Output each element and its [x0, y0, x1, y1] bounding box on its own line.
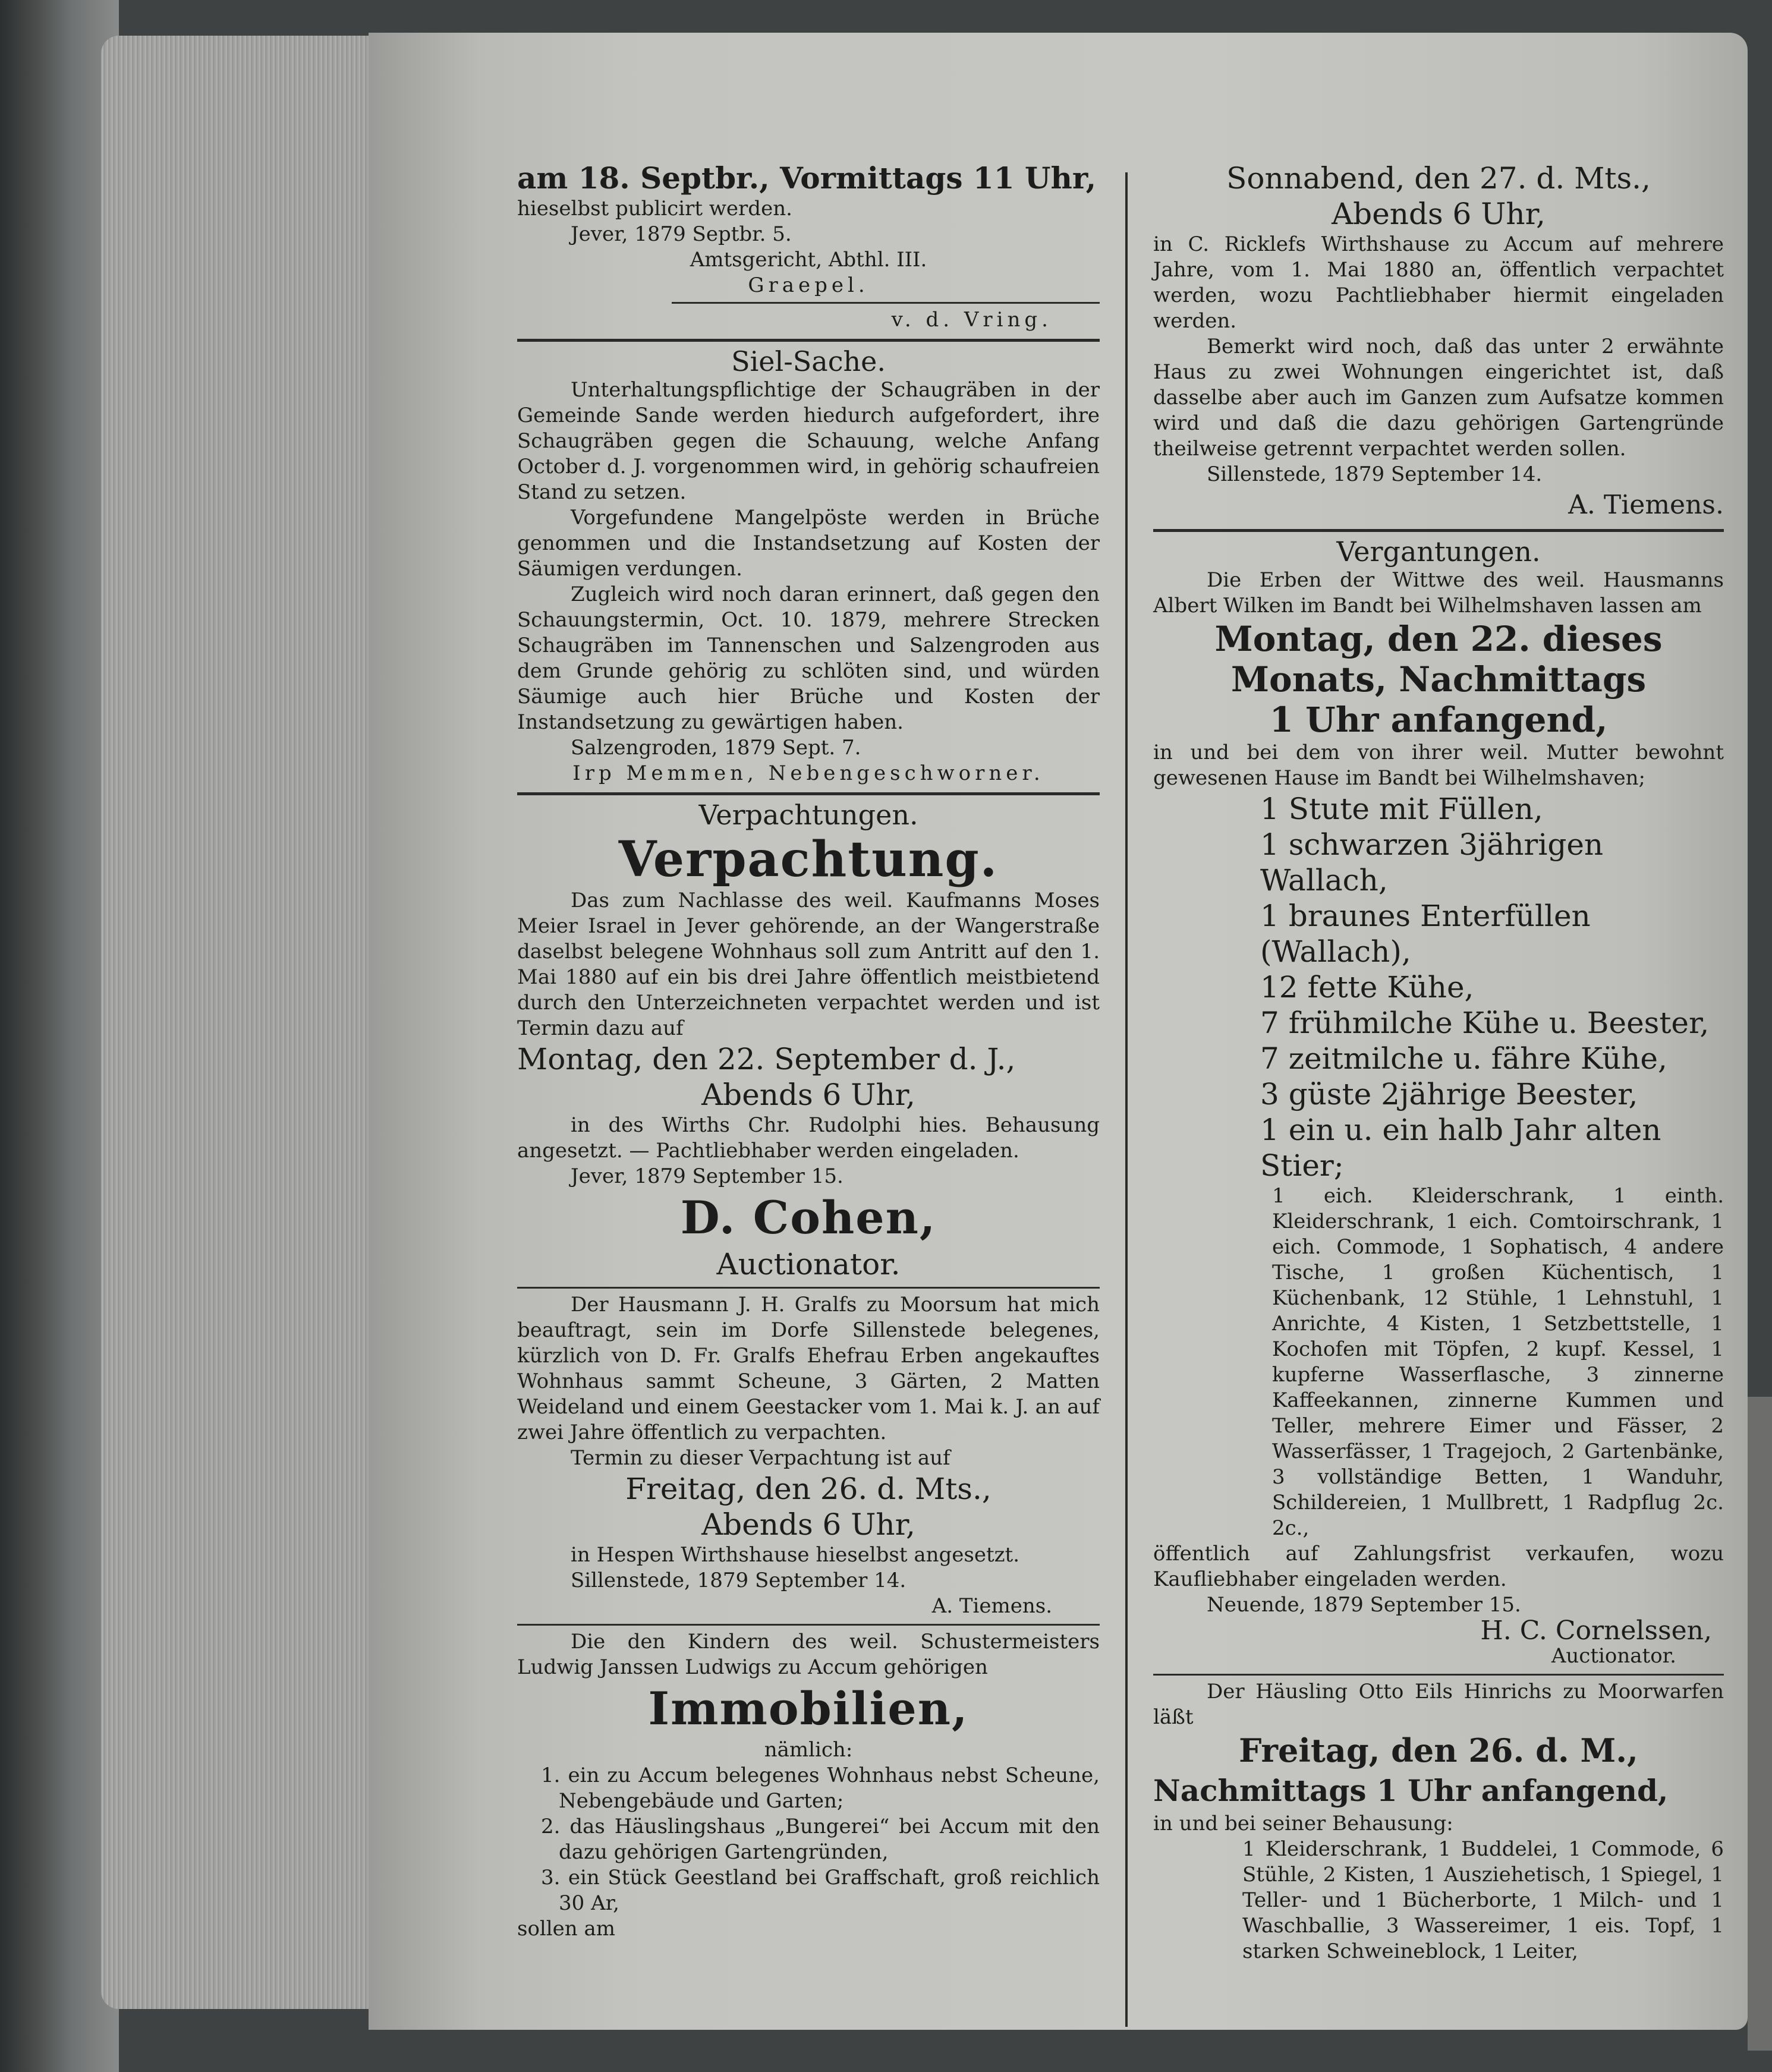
divider: [1153, 529, 1724, 532]
list-item: 2. das Häuslingshaus „Bungerei“ bei Accum mit den dazu gehörigen Gartengründen,: [541, 1815, 1100, 1864]
goods-item: 7 zeitmilche u. fähre Kühe,: [1260, 1041, 1667, 1076]
left-column: [517, 160, 1100, 1942]
text-line: hieselbst publicirt werden.: [517, 197, 792, 221]
notice-time-line: Abends 6 Uhr,: [701, 1078, 915, 1112]
section-heading: Verpachtungen.: [698, 799, 918, 831]
notice-paragraph: in Hespen Wirthshause hieselbst angesetzt.: [571, 1543, 1020, 1567]
page-edges: [101, 36, 380, 2009]
court-name: Amtsgericht, Abthl. III.: [690, 248, 927, 272]
notice-paragraph: Die den Kindern des weil. Schustermeisters Ludwig Janssen Ludwigs zu Accum gehörigen: [517, 1630, 1100, 1679]
goods-item: 1 ein u. ein halb Jahr alten Stier;: [1260, 1113, 1661, 1183]
signatory: v. d. Vring.: [891, 308, 1052, 332]
notice-title: Verpachtung.: [618, 831, 999, 888]
notice-date-line: Sonnabend, den 27. d. Mts.,: [1226, 161, 1651, 196]
goods-item: 12 fette Kühe,: [1260, 970, 1474, 1004]
list-item: 1. ein zu Accum belegenes Wohnhaus nebst Scheune, Nebengebäude und Garten;: [541, 1764, 1100, 1813]
signatory: Irp Memmen, Nebengeschworner.: [572, 761, 1044, 785]
place-date: Jever, 1879 Septbr. 5.: [571, 222, 792, 246]
section-heading: Vergantungen.: [1336, 536, 1541, 568]
divider: [1153, 1674, 1724, 1676]
goods-item: 1 schwarzen 3jährigen Wallach,: [1260, 827, 1604, 898]
goods-list: 1 eich. Kleiderschrank, 1 einth. Kleiderschrank, 1 eich. Comtoirschrank, 1 eich. Commode, 1 Sophatisch, 4 andere Tische, 1 großen Küchentisch, 1 Küchenbank, 12 Stühle, 1 Lehnstuhl, 1 Anrichte, 4 Kisten, 1 Setzbettstelle, 1 Kochofen mit Töpfen, 2 kupf. Kessel, 1 kupferne Wasserflasche, 3 zinnerne Kaffeekannen, zinnerne Kummen und Teller, mehrere Eimer und Fässer, 2 Wasserfässer, 1 Tragejoch, 2 Gartenbänke, 3 vollständige Betten, 1 Wanduhr, Schildereien, 1 Mullbrett, 1 Radpflug 2c. 2c.,: [1272, 1184, 1724, 1540]
divider: [517, 339, 1100, 342]
notice-date-line: Freitag, den 26. d. M.,: [1239, 1731, 1638, 1769]
notice-paragraph: Unterhaltungspflichtige der Schaugräben in der Gemeinde Sande werden hiedurch aufgefordert, ihre Schaugräben gegen die Schauung, welche Anfang October d. J. vorgenommen wird, in gehörig schaufreien Stand zu setzen.: [517, 378, 1100, 504]
notice-paragraph: in und bei seiner Behausung:: [1153, 1812, 1453, 1835]
notice-paragraph: in des Wirths Chr. Rudolphi hies. Behausung angesetzt. — Pachtliebhaber werden eingeladen.: [517, 1113, 1100, 1163]
list-item: 3. ein Stück Geestland bei Graffschaft, groß reichlich 30 Ar,: [541, 1866, 1100, 1915]
notice-paragraph: Die Erben der Wittwe des weil. Hausmanns Albert Wilken im Bandt bei Wilhelmshaven lassen am: [1153, 568, 1724, 618]
notice-paragraph: Vorgefundene Mangelpöste werden in Brüche genommen und die Instandsetzung auf Kosten der Säumigen verdungen.: [517, 506, 1100, 581]
auctioneer-role: Auctionator.: [1551, 1644, 1676, 1668]
place-date: Salzengroden, 1879 Sept. 7.: [571, 736, 861, 760]
notice-title: Siel-Sache.: [731, 345, 886, 377]
auctioneer-name: D. Cohen,: [680, 1191, 937, 1244]
goods-list: 1 Kleiderschrank, 1 Buddelei, 1 Commode, 6 Stühle, 2 Kisten, 1 Ausziehetisch, 1 Spiegel, 1 Teller- und 1 Bücherborte, 1 Milch- und 1 Waschballie, 3 Wassereimer, 1 eis. Topf, 1 starken Schweineblock, 1 Leiter,: [1242, 1837, 1724, 1963]
notice-date-line: Montag, den 22. September d. J.,: [517, 1042, 1016, 1076]
notice-paragraph: Der Häusling Otto Eils Hinrichs zu Moorwarfen läßt: [1153, 1680, 1724, 1729]
notice-date-line: Monats, Nachmittags: [1230, 659, 1647, 700]
place-date: Jever, 1879 September 15.: [571, 1164, 843, 1188]
notice-date-line: Montag, den 22. dieses: [1214, 619, 1663, 659]
notice-time-line: 1 Uhr anfangend,: [1269, 700, 1608, 740]
auctioneer-name: H. C. Cornelssen,: [1480, 1616, 1712, 1646]
auctioneer-role: Auctionator.: [716, 1247, 901, 1281]
notice-paragraph: in C. Ricklefs Wirthshause zu Accum auf mehrere Jahre, vom 1. Mai 1880 an, öffentlich verpachtet werden, wozu Pachtliebhaber hiermit eingeladen werden.: [1153, 232, 1724, 333]
notice-date-line: Freitag, den 26. d. Mts.,: [625, 1472, 992, 1506]
next-page-edge: [1748, 1397, 1772, 2051]
signatory: A. Tiemens.: [1568, 490, 1724, 520]
notice-paragraph: öffentlich auf Zahlungsfrist verkaufen, wozu Kaufliebhaber eingeladen werden.: [1153, 1542, 1724, 1591]
text-line: nämlich:: [764, 1738, 853, 1762]
goods-item: 1 braunes Enterfüllen (Wallach),: [1260, 899, 1591, 969]
notice-paragraph: Das zum Nachlasse des weil. Kaufmanns Moses Meier Israel in Jever gehörende, an der Wangerstraße daselbst belegene Wohnhaus soll zum Antritt auf den 1. Mai 1880 auf ein bis drei Jahre öffentlich meistbietend durch den Unterzeichneten verpachtet werden und ist Termin dazu auf: [517, 889, 1100, 1040]
column-divider: [1125, 172, 1128, 2027]
right-column: [1153, 160, 1724, 1964]
notice-time-line: Nachmittags 1 Uhr anfangend,: [1153, 1773, 1669, 1808]
notice-paragraph: Der Hausmann J. H. Gralfs zu Moorsum hat mich beauftragt, sein im Dorfe Sillenstede belegenes, kürzlich von D. Fr. Gralfs Ehefrau Erben angekauftes Wohnhaus sammt Scheune, 3 Gärten, 2 Matten Weideland und einem Geestacker vom 1. Mai k. J. an auf zwei Jahre öffentlich zu verpachten.: [517, 1293, 1100, 1444]
place-date: Neuende, 1879 September 15.: [1207, 1593, 1521, 1617]
divider: [517, 1287, 1100, 1289]
notice-title: Immobilien,: [648, 1682, 969, 1735]
text-line: sollen am: [517, 1917, 616, 1941]
goods-item: 1 Stute mit Füllen,: [1260, 792, 1543, 826]
notice-paragraph: in und bei dem von ihrer weil. Mutter bewohnt gewesenen Hause im Bandt bei Wilhelmshaven;: [1153, 741, 1724, 790]
goods-item: 3 güste 2jährige Beester,: [1260, 1077, 1638, 1111]
notice-paragraph: Bemerkt wird noch, daß das unter 2 erwähnte Haus zu zwei Wohnungen eingerichtet ist, daß dasselbe aber auch im Ganzen zum Aufsatze kommen wird und daß die dazu gehörigen Gartengründe theilweise getrennt verpachtet werden sollen.: [1153, 335, 1724, 461]
notice-time-line: Abends 6 Uhr,: [701, 1507, 915, 1542]
place-date: Sillenstede, 1879 September 14.: [571, 1569, 907, 1592]
notice-paragraph: Zugleich wird noch daran erinnert, daß gegen den Schauungstermin, Oct. 10. 1879, mehrere Strecken Schaugräben im Tannenschen und Salzengroden aus dem Grunde gehörig zu schlöten sind, und würden Säumige auch hier Brüche und Kosten der Instandsetzung zu gewärtigen haben.: [517, 582, 1100, 734]
notice-date-line: am 18. Septbr., Vormittags 11 Uhr,: [517, 160, 1096, 196]
goods-item: 7 frühmilche Kühe u. Beester,: [1260, 1006, 1710, 1040]
divider: [517, 1624, 1100, 1626]
signatory: A. Tiemens.: [931, 1594, 1052, 1618]
divider: [672, 302, 1100, 304]
notice-time-line: Abends 6 Uhr,: [1332, 197, 1546, 231]
divider: [517, 792, 1100, 795]
place-date: Sillenstede, 1879 September 14.: [1207, 462, 1543, 486]
signatory: Graepel.: [748, 273, 869, 297]
notice-paragraph: Termin zu dieser Verpachtung ist auf: [571, 1446, 950, 1470]
